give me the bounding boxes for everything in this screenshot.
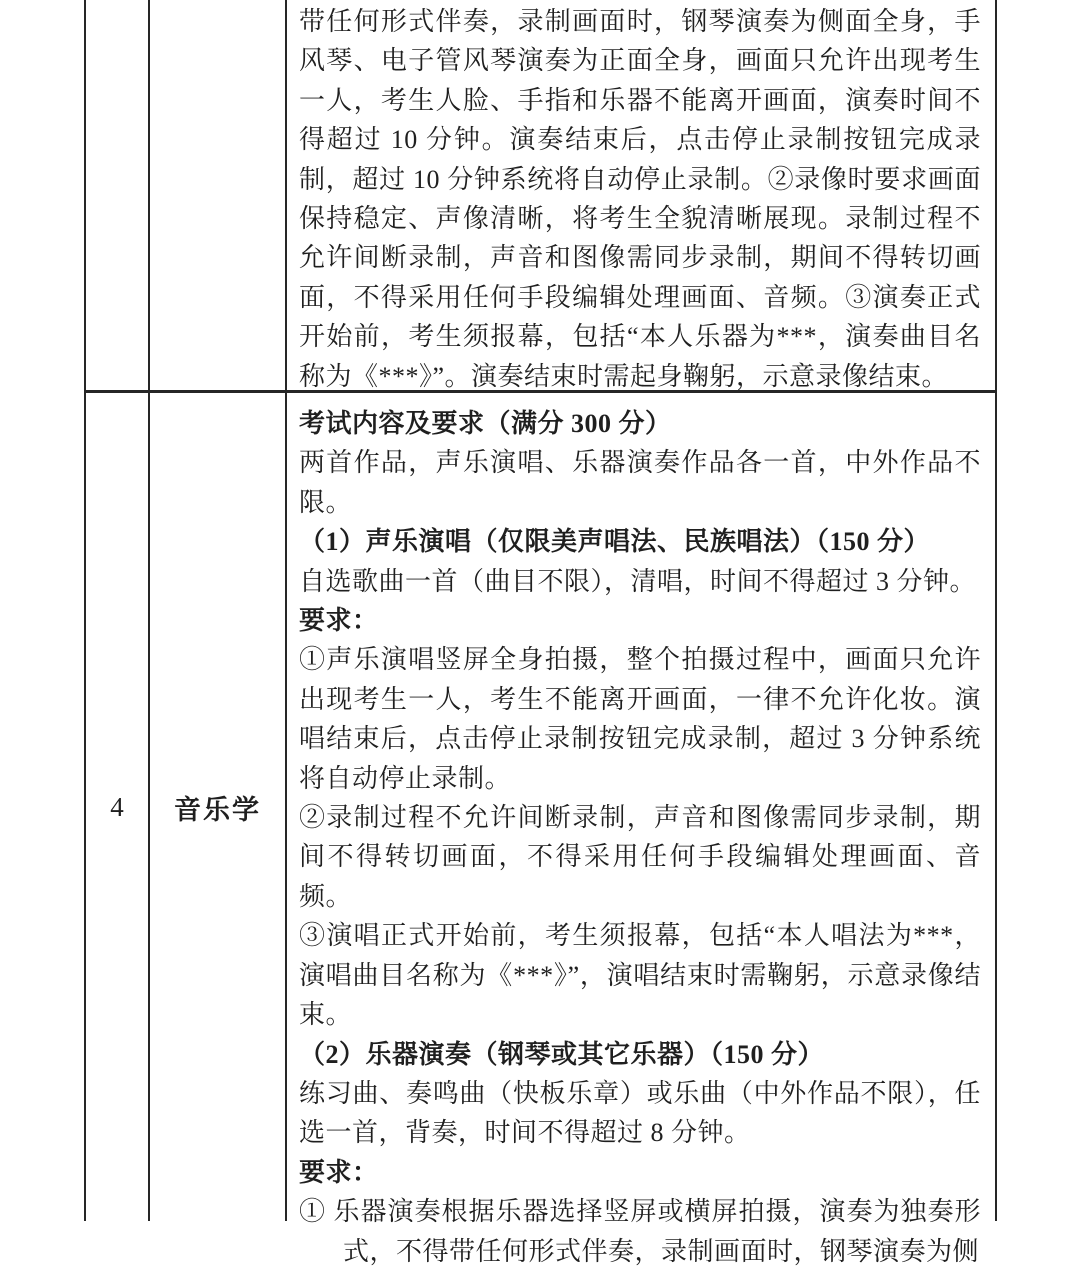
program-name: 音乐学 xyxy=(174,794,261,825)
body-paragraph: 练习曲、奏鸣曲（快板乐章）或乐曲（中外作品不限），任选一首，背奏，时间不得超过 8 分钟。 xyxy=(299,1078,981,1148)
program-name-cell xyxy=(150,0,287,390)
program-number: 4 xyxy=(110,791,124,822)
body-paragraph: ②录制过程不允许间断录制，声音和图像需同步录制，期间不得转切画面，不得采用任何手段编辑处理画面、音频。 xyxy=(299,803,981,911)
section-heading: （2）乐器演奏（钢琴或其它乐器）（150 分） xyxy=(299,1039,825,1069)
requirements-content-cell xyxy=(287,0,995,390)
body-paragraph: 带任何形式伴奏，录制画面时，钢琴演奏为侧面全身，手风琴、电子管风琴演奏为正面全身，画面只允许出现考生一人，考生人脸、手指和乐器不能离开画面，演奏时间不得超过 10 分钟。演奏结束后，点击停止录制按钮完成录制，超过 10 分钟系统将自动停止录制。②录像时要求画面保持稳定、声像清晰，将考生全貌清晰展现。录制过程不允许间断录制，声音和图像需同步录制，期间不得转切画面，不得采用任何手段编辑处理画面、音频。③演奏正式开始前，考生须报幕，包括“本人乐器为***，演奏曲目名称为《***》”。演奏结束时需起身鞠躬，示意录像结束。 xyxy=(299,7,981,391)
program-number-cell xyxy=(86,0,150,390)
table-row-previous-program xyxy=(86,0,995,393)
exam-requirements-table xyxy=(84,0,997,1266)
body-paragraph: ③演唱正式开始前，考生须报幕，包括“本人唱法为***，演唱曲目名称为《***》”，演唱结束时需鞠躬，示意录像结束。 xyxy=(299,921,981,1030)
section-heading: 要求： xyxy=(299,606,379,636)
program-number-cell xyxy=(86,393,150,1221)
requirements-content-cell xyxy=(287,393,995,1266)
table-row-music-program xyxy=(86,393,995,1266)
body-paragraph: ①声乐演唱竖屏全身拍摄，整个拍摄过程中，画面只允许出现考生一人，考生不能离开画面，一律不允许化妆。演唱结束后，点击停止录制按钮完成录制，超过 3 分钟系统将自动停止录制。 xyxy=(299,645,981,793)
section-heading: 要求： xyxy=(299,1157,379,1187)
section-heading: （1）声乐演唱（仅限美声唱法、民族唱法）（150 分） xyxy=(299,527,931,557)
body-paragraph: ① 乐器演奏根据乐器选择竖屏或横屏拍摄，演奏为独奏形式，不得带任何形式伴奏，录制画面时，钢琴演奏为侧 xyxy=(299,1197,981,1266)
section-heading: 考试内容及要求（满分 300 分） xyxy=(299,409,672,438)
body-paragraph: 两首作品，声乐演唱、乐器演奏作品各一首，中外作品不限。 xyxy=(299,448,981,517)
body-paragraph: 自选歌曲一首（曲目不限），清唱，时间不得超过 3 分钟。 xyxy=(299,566,977,596)
program-name-cell xyxy=(150,393,287,1221)
